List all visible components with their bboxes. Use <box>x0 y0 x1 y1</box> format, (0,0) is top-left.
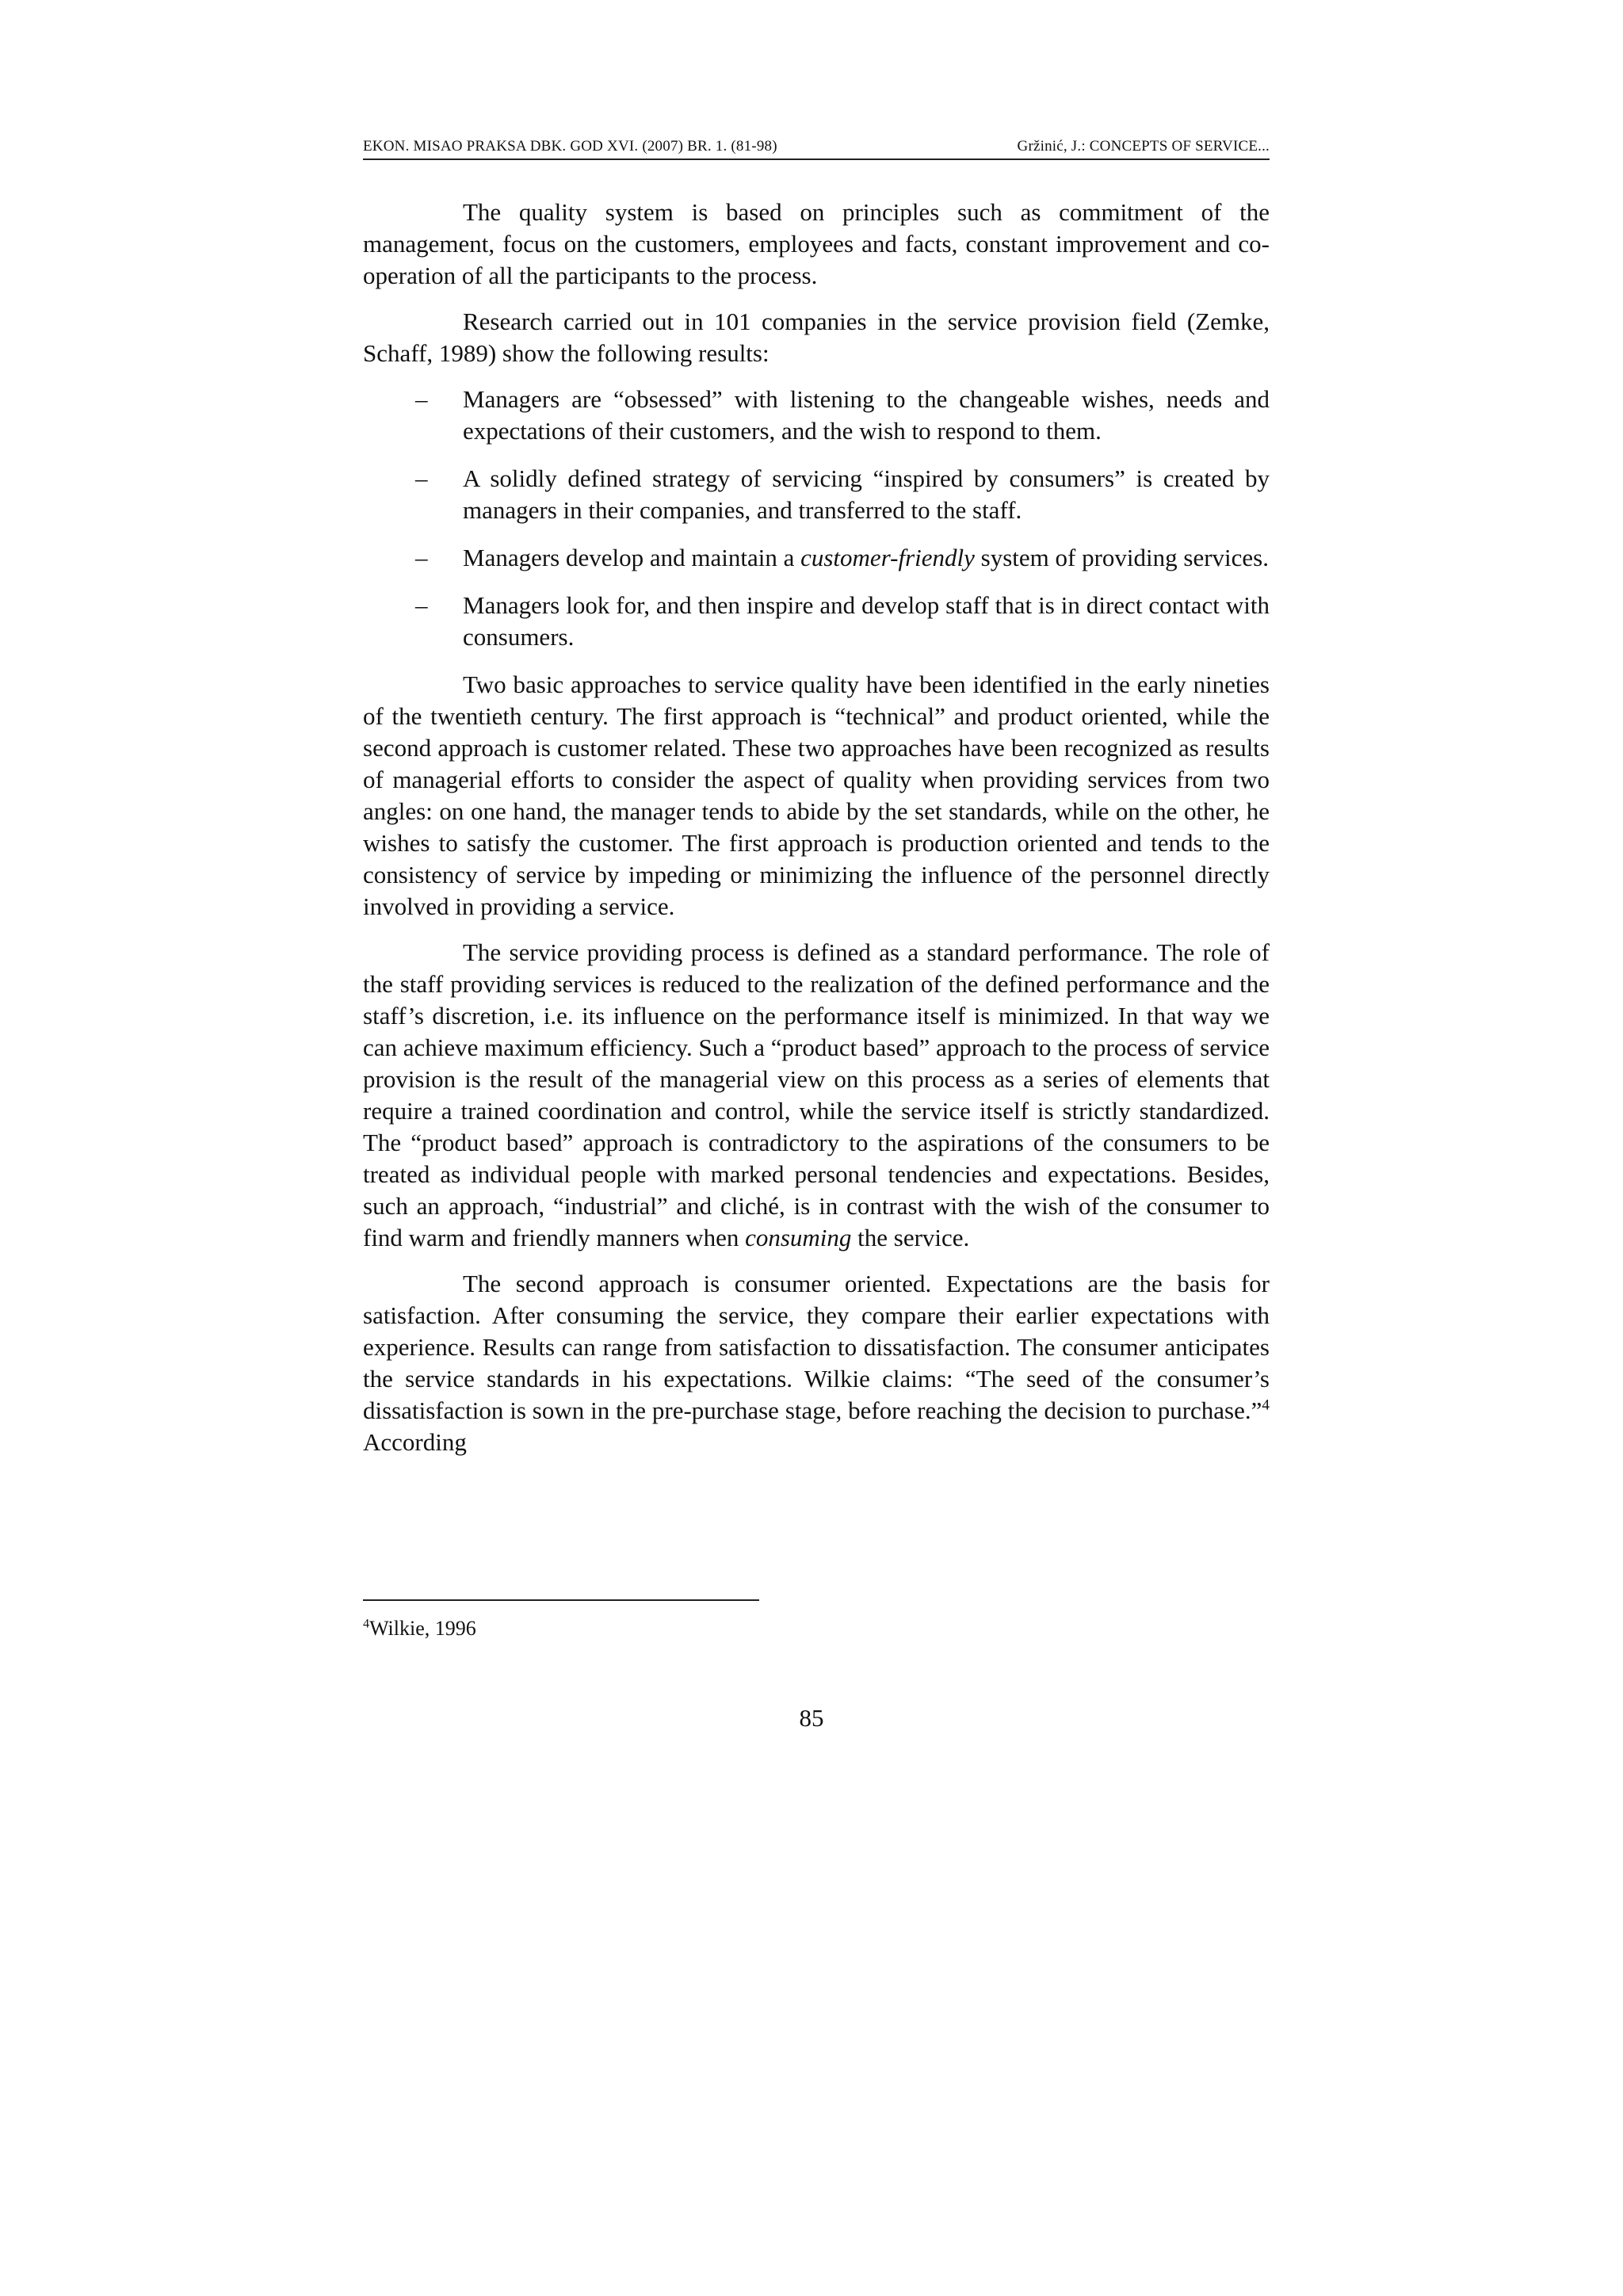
list-item <box>363 542 1270 574</box>
page-number: 85 <box>799 1704 824 1732</box>
list-item <box>363 590 1270 653</box>
footnote-text: Wilkie, 1996 <box>369 1617 476 1640</box>
main-text <box>363 197 1270 1473</box>
dash-bullet: – <box>415 385 428 413</box>
footnote-divider <box>363 1599 759 1601</box>
results-list <box>363 384 1270 653</box>
footnote <box>363 1617 476 1641</box>
dash-bullet: – <box>415 544 428 571</box>
paragraph-quality-system: The quality system is based on principles such as commitment of the management, focus on the customers, employees and facts, constant improvement and co-operation of all the participants to the process. <box>363 198 1270 289</box>
list-item-text: A solidly defined strategy of servicing “inspired by consumers” is created by managers in their companies, and transferred to the staff. <box>463 464 1270 524</box>
dash-bullet: – <box>415 591 428 619</box>
running-header <box>363 132 1270 155</box>
paragraph-consumer-oriented: The second approach is consumer oriented. Expectations are the basis for satisfaction. After consuming the service, they compare their earlier expectations with experience. Results can range from satisfaction to dissatisfaction. The consumer anticipates the service standards in his expectations. Wilkie claims: “The seed of the consumer’s dissatisfaction is sown in the pre-purchase stage, before reaching the decision to purchase.”$^4$ According <box>363 1270 1270 1456</box>
footnote-reference: 4 <box>1262 1396 1270 1414</box>
header-journal-citation: EKON. MISAO PRAKSA DBK. GOD XVI. (2007) BR. 1. (81-98) <box>363 138 777 155</box>
list-item <box>363 384 1270 447</box>
paragraph-two-approaches: Two basic approaches to service quality have been identified in the early nineties of the twentieth century. The first approach is “technical” and product oriented, while the second approach is customer related. These two approaches have been recognized as results of managerial efforts to consider the aspect of quality when providing services from two angles: on one hand, the manager tends to abide by the set standards, while on the other, he wishes to satisfy the customer. The first approach is production oriented and tends to the consistency of service by impeding or minimizing the influence of the personnel directly involved in providing a service. <box>363 670 1270 920</box>
paragraph-research: Research carried out in 101 companies in the service provision field (Zemke, Schaff, 1989) show the following results: <box>363 308 1270 367</box>
dash-bullet: – <box>415 464 428 492</box>
emphasis-term: consuming <box>745 1224 852 1251</box>
header-article-author-title: Gržinić, J.: CONCEPTS OF SERVICE... <box>1017 138 1270 155</box>
list-item <box>363 463 1270 526</box>
paragraph-service-process: The service providing process is defined as a standard performance. The role of the staff providing services is reduced to the realization of the defined performance and the staff’s discretion, i.e. its influence on the performance itself is minimized. In that way we can achieve maximum efficiency. Such a “product based” approach to the process of service provision is the result of the managerial view on this process as a series of elements that require a trained coordination and control, while the service itself is strictly standardized. The “product based” approach is contradictory to the aspirations of the consumers to be treated as individual people with marked personal tendencies and expectations. Besides, such an approach, “industrial” and cliché, is in contrast with the wish of the consumer to find warm and friendly manners when consuming the service. <box>363 938 1270 1251</box>
header-divider <box>363 159 1270 160</box>
list-item-text: Managers look for, and then inspire and develop staff that is in direct contact with consumers. <box>463 591 1270 651</box>
list-item-text: Managers are “obsessed” with listening to the changeable wishes, needs and expectations of their customers, and the wish to respond to them. <box>463 385 1270 445</box>
emphasis-term: customer-friendly <box>800 544 975 571</box>
footnote-number: 4 <box>363 1617 370 1631</box>
list-item-text: Managers develop and maintain a customer-friendly system of providing services. <box>463 544 1269 571</box>
